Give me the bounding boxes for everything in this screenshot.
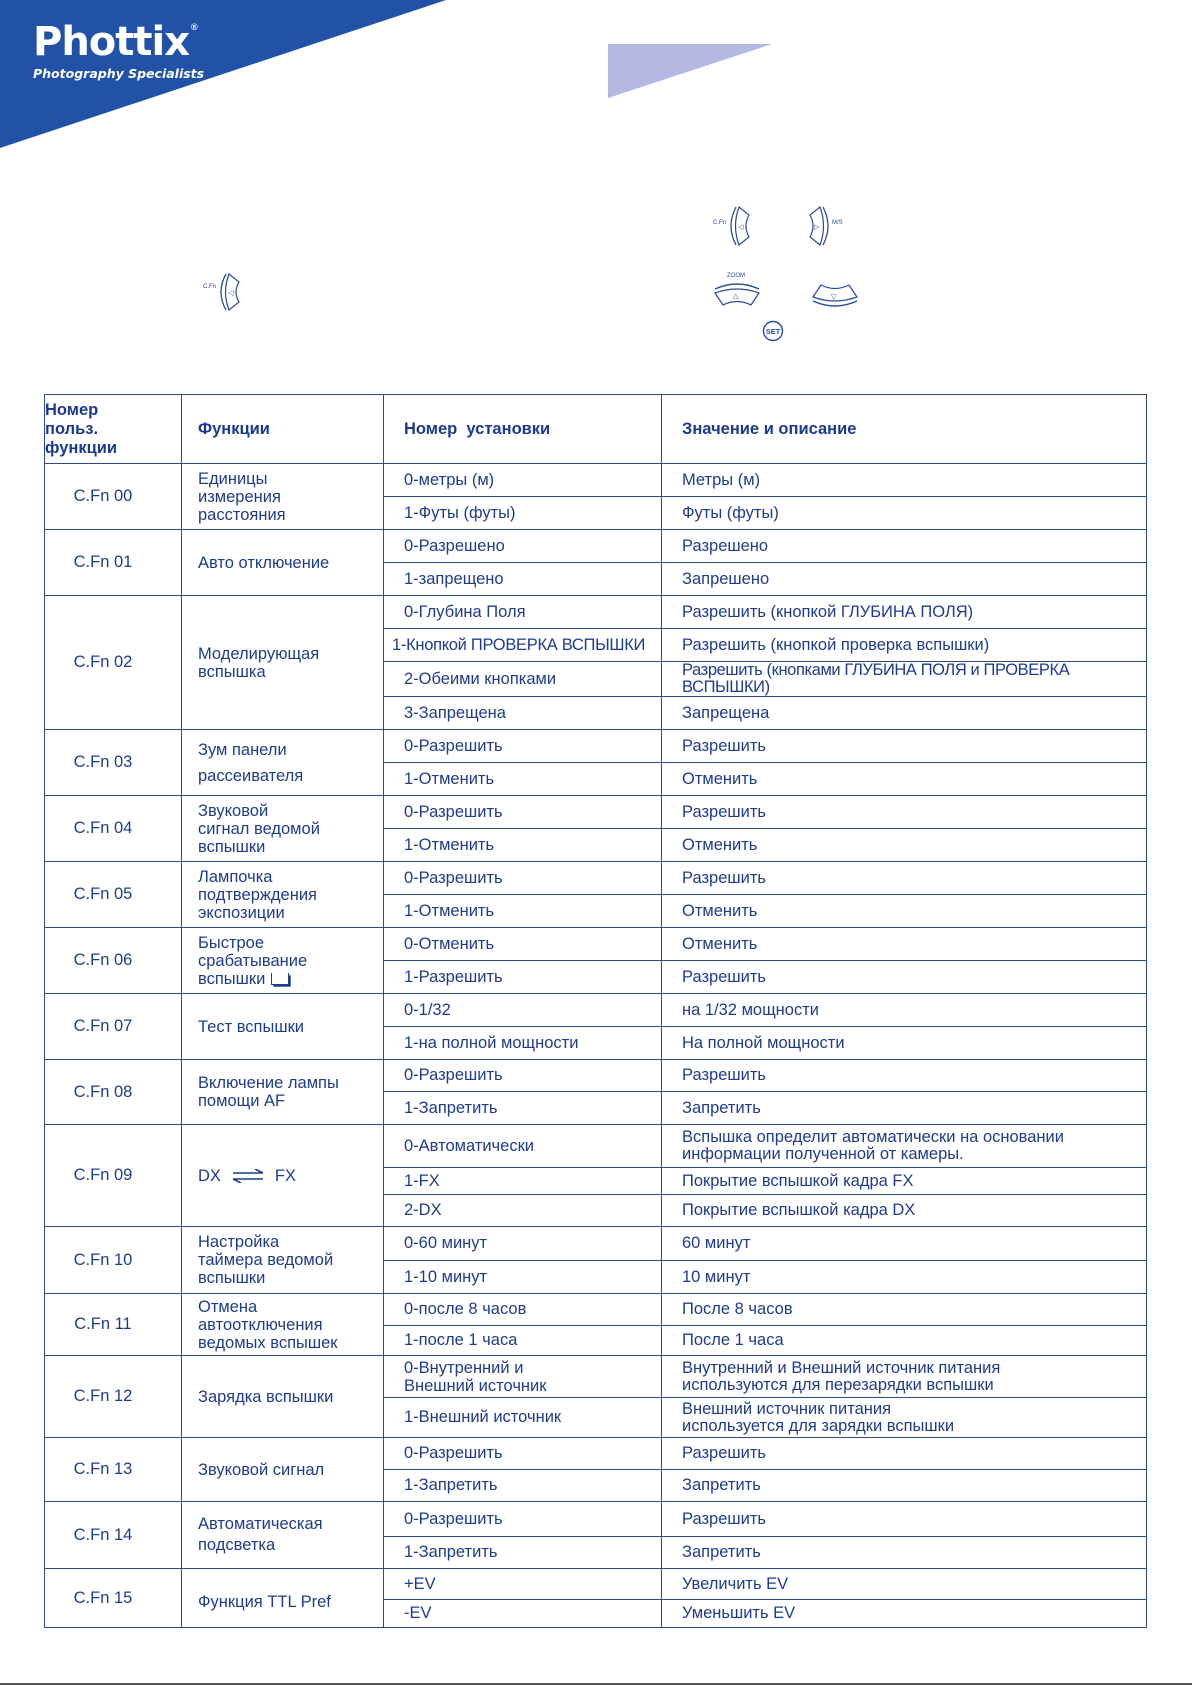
setting-option: 0-Разрешить	[384, 862, 662, 895]
setting-option: 1-Кнопкой ПРОВЕРКА ВСПЫШКИ	[384, 629, 662, 662]
setting-option: 0-Разрешить	[384, 1060, 662, 1092]
setting-value: Внешний источник питания используется для зарядки вспышки	[662, 1398, 1147, 1438]
setting-option: 0-Глубина Поля	[384, 596, 662, 629]
function-name: Звуковой сигнал ведомой вспышки	[182, 796, 384, 862]
setting-option: 0-60 минут	[384, 1227, 662, 1261]
setting-option: 0-Автоматически	[384, 1125, 662, 1168]
setting-value: Разрешить	[662, 1502, 1147, 1537]
ms-label: M/S	[832, 220, 843, 226]
brand-logo	[33, 20, 204, 81]
function-code: C.Fn 00	[45, 464, 182, 530]
setting-value: Футы (футы)	[662, 497, 1147, 530]
table-row	[45, 1125, 1147, 1168]
function-code: C.Fn 12	[45, 1356, 182, 1438]
function-code: C.Fn 04	[45, 796, 182, 862]
svg-text:◁: ◁	[738, 224, 744, 231]
setting-value: Запретить	[662, 1470, 1147, 1502]
decorative-wedge	[608, 44, 772, 100]
brand-tagline: Photography Specialists	[33, 66, 205, 81]
setting-value: на 1/32 мощности	[662, 994, 1147, 1027]
setting-value: Разрешить	[662, 730, 1147, 763]
brand-name: Phottix	[33, 19, 190, 65]
function-name: Функция TTL Pref	[182, 1569, 384, 1628]
setting-option: 0-Отменить	[384, 928, 662, 961]
setting-value: После 1 часа	[662, 1326, 1147, 1356]
function-name: Единицы измерения расстояния	[182, 464, 384, 530]
cfn-left-button-icon	[218, 272, 244, 312]
function-name: Быстрое срабатывание вспышки	[182, 928, 384, 994]
setting-value: Отменить	[662, 763, 1147, 796]
setting-value: 60 минут	[662, 1227, 1147, 1261]
setting-value: После 8 часов	[662, 1294, 1147, 1326]
setting-value: Внутренний и Внешний источник питания используются для перезарядки вспышки	[662, 1356, 1147, 1398]
setting-value: Разрешить (кнопками ГЛУБИНА ПОЛЯ и ПРОВЕРКА ВСПЫШКИ)	[662, 662, 1147, 697]
setting-option: 0-Разрешить	[384, 1502, 662, 1537]
table-row	[45, 730, 1147, 763]
continuous-shooting-icon	[271, 973, 289, 985]
table-row	[45, 1438, 1147, 1470]
function-code: C.Fn 11	[45, 1294, 182, 1356]
table-row	[45, 1227, 1147, 1261]
function-name: Тест вспышки	[182, 994, 384, 1060]
setting-option: 1-Отменить	[384, 763, 662, 796]
set-button-icon	[762, 320, 784, 342]
setting-option: 0-Разрешено	[384, 530, 662, 563]
svg-text:△: △	[733, 293, 739, 300]
function-name: Включение лампы помощи AF	[182, 1060, 384, 1125]
setting-value: 10 минут	[662, 1261, 1147, 1294]
setting-option: 0-метры (м)	[384, 464, 662, 497]
setting-option: 1-Отменить	[384, 895, 662, 928]
function-name: Зум панели рассеивателя	[182, 730, 384, 796]
function-name: Моделирующая вспышка	[182, 596, 384, 730]
svg-text:SET: SET	[765, 327, 781, 336]
setting-option: 1-на полной мощности	[384, 1027, 662, 1060]
svg-text:◁: ◁	[228, 290, 234, 297]
function-name: Зарядка вспышки	[182, 1356, 384, 1438]
table-header-row	[45, 395, 1147, 464]
cfn-label: C.Fn	[713, 220, 727, 226]
table-row	[45, 1060, 1147, 1092]
table-row	[45, 796, 1147, 829]
setting-option: 1-Разрешить	[384, 961, 662, 994]
setting-value: Разрешить	[662, 1438, 1147, 1470]
setting-option: 0-Разрешить	[384, 796, 662, 829]
table-row	[45, 1356, 1147, 1398]
setting-option: 3-Запрещена	[384, 697, 662, 730]
function-code: C.Fn 06	[45, 928, 182, 994]
setting-option: -EV	[384, 1600, 662, 1628]
function-code: C.Fn 08	[45, 1060, 182, 1125]
zoom-up-button-icon	[713, 281, 761, 309]
setting-value: Отменить	[662, 928, 1147, 961]
setting-value: Разрешить	[662, 961, 1147, 994]
function-name: Звуковой сигнал	[182, 1438, 384, 1502]
setting-value: Разрешить (кнопкой проверка вспышки)	[662, 629, 1147, 662]
setting-value: Увеличить EV	[662, 1569, 1147, 1600]
setting-option: 0-Внутренний и Внешний источник	[384, 1356, 662, 1398]
setting-option: 1-Внешний источник	[384, 1398, 662, 1438]
setting-option: 2-Обеими кнопками	[384, 662, 662, 697]
function-name: DX FX	[182, 1125, 384, 1227]
setting-option: 1-FX	[384, 1168, 662, 1195]
function-code: C.Fn 02	[45, 596, 182, 730]
function-code: C.Fn 15	[45, 1569, 182, 1628]
table-row	[45, 1502, 1147, 1537]
table-row	[45, 596, 1147, 629]
registered-mark: ®	[191, 22, 198, 32]
setting-value: Отменить	[662, 895, 1147, 928]
function-code: C.Fn 10	[45, 1227, 182, 1294]
cfn-left-button-icon	[728, 205, 754, 247]
setting-value: Разрешить (кнопкой ГЛУБИНА ПОЛЯ)	[662, 596, 1147, 629]
setting-value: На полной мощности	[662, 1027, 1147, 1060]
setting-option: 1-Запретить	[384, 1470, 662, 1502]
setting-value: Покрытие вспышкой кадра FX	[662, 1168, 1147, 1195]
swap-arrows-icon	[231, 1169, 265, 1183]
header-function-number: Номер польз. функции	[45, 395, 182, 464]
table-row	[45, 1569, 1147, 1600]
setting-option: 1-10 минут	[384, 1261, 662, 1294]
setting-option: 1-Отменить	[384, 829, 662, 862]
function-code: C.Fn 01	[45, 530, 182, 596]
function-name: Отмена автоотключения ведомых вспышек	[182, 1294, 384, 1356]
setting-value: Разрешено	[662, 530, 1147, 563]
setting-option: +EV	[384, 1569, 662, 1600]
setting-value: Запретить	[662, 1092, 1147, 1125]
cfn-label-small: C.Fn	[203, 284, 217, 290]
table-row	[45, 1294, 1147, 1326]
table-row	[45, 994, 1147, 1027]
setting-option: 0-Разрешить	[384, 1438, 662, 1470]
zoom-label: ZOOM	[727, 273, 745, 279]
header-functions: Функции	[182, 395, 384, 464]
setting-option: 0-1/32	[384, 994, 662, 1027]
setting-value: Уменьшить EV	[662, 1600, 1147, 1628]
function-name: Настройка таймера ведомой вспышки	[182, 1227, 384, 1294]
setting-value: Отменить	[662, 829, 1147, 862]
setting-option: 1-Запретить	[384, 1537, 662, 1569]
setting-value: Разрешить	[662, 862, 1147, 895]
function-code: C.Fn 13	[45, 1438, 182, 1502]
function-code: C.Fn 14	[45, 1502, 182, 1569]
setting-value: Запретить	[662, 1537, 1147, 1569]
setting-value: Вспышка определит автоматически на основании информации полученной от камеры.	[662, 1125, 1147, 1168]
setting-value: Запрешено	[662, 563, 1147, 596]
setting-option: 1-Запретить	[384, 1092, 662, 1125]
function-code: C.Fn 05	[45, 862, 182, 928]
custom-functions-table	[44, 394, 1147, 1628]
setting-option: 0-после 8 часов	[384, 1294, 662, 1326]
table-row	[45, 928, 1147, 961]
ms-right-button-icon	[805, 205, 831, 247]
table-row	[45, 530, 1147, 563]
setting-value: Покрытие вспышкой кадра DX	[662, 1195, 1147, 1227]
setting-option: 0-Разрешить	[384, 730, 662, 763]
setting-option: 1-после 1 часа	[384, 1326, 662, 1356]
table-row	[45, 464, 1147, 497]
function-name: Лампочка подтверждения экспозиции	[182, 862, 384, 928]
function-code: C.Fn 07	[45, 994, 182, 1060]
svg-text:▽: ▽	[831, 294, 837, 301]
setting-option: 1-Футы (футы)	[384, 497, 662, 530]
table-row	[45, 862, 1147, 895]
setting-option: 2-DX	[384, 1195, 662, 1227]
function-name: Авто отключение	[182, 530, 384, 596]
setting-value: Разрешить	[662, 796, 1147, 829]
down-button-icon	[811, 281, 859, 309]
header-setting-number: Номер установки	[384, 395, 662, 464]
function-code: C.Fn 09	[45, 1125, 182, 1227]
function-code: C.Fn 03	[45, 730, 182, 796]
setting-value: Метры (м)	[662, 464, 1147, 497]
setting-option: 1-запрещено	[384, 563, 662, 596]
setting-value: Запрещена	[662, 697, 1147, 730]
function-name: Автоматическая подсветка	[182, 1502, 384, 1569]
svg-text:▷: ▷	[814, 224, 820, 231]
setting-value: Разрешить	[662, 1060, 1147, 1092]
header-value-description: Значение и описание	[662, 395, 1147, 464]
